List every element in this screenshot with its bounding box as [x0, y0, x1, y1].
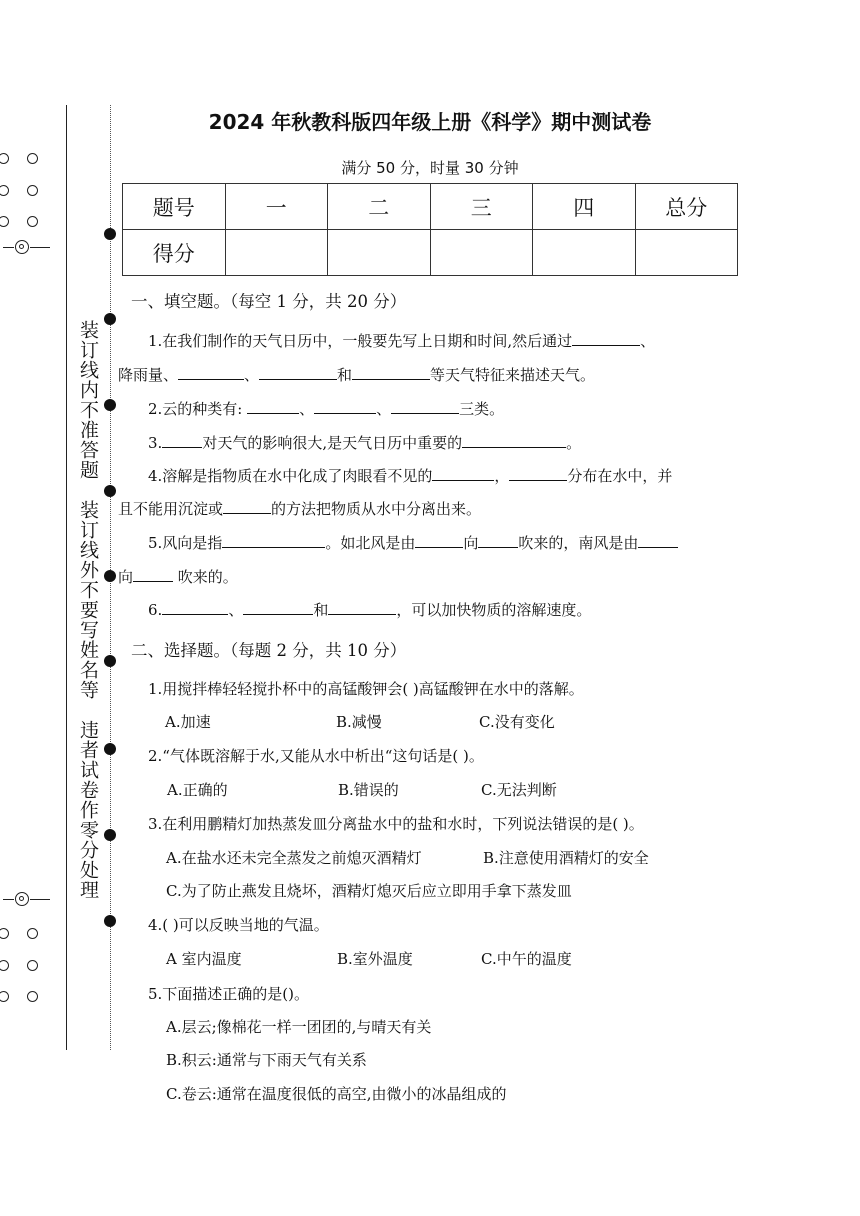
binding-dot — [104, 485, 116, 497]
fill-question-5-cont: 向 吹来的。 — [118, 568, 238, 586]
fill-question-4: 4.溶解是指物质在水中化成了肉眼看不见的 ， 分布在水中，并 — [148, 467, 673, 485]
choice-option[interactable]: A.在盐水还未完全蒸发之前熄灭酒精灯 — [166, 849, 422, 867]
binding-dot — [104, 228, 116, 240]
answer-blank[interactable] — [247, 399, 299, 414]
ring-mark — [27, 960, 38, 971]
binding-dot — [104, 399, 116, 411]
binding-notice-1: 装订线内不准答题 — [77, 320, 99, 480]
score-table-cell: 二 — [328, 184, 431, 230]
fill-question-6: 6. 、 和 ，可以加快物质的溶解速度。 — [148, 601, 592, 619]
binding-dot — [104, 570, 116, 582]
choice-option[interactable]: B.减慢 — [336, 713, 382, 731]
answer-blank[interactable] — [572, 331, 640, 346]
binding-notice-2: 装订线外不要写姓名等 — [77, 500, 99, 700]
choice-question-4: 4.( )可以反映当地的气温。 — [148, 916, 329, 934]
binding-dot — [104, 829, 116, 841]
answer-blank[interactable] — [415, 533, 463, 548]
choice-option[interactable]: C.无法判断 — [481, 781, 557, 799]
answer-blank[interactable] — [328, 600, 396, 615]
score-input-cell[interactable] — [533, 230, 636, 276]
answer-blank[interactable] — [509, 466, 567, 481]
choice-option[interactable]: C.没有变化 — [479, 713, 555, 731]
choice-option[interactable]: A.层云;像棉花一样一团团的,与晴天有关 — [166, 1018, 432, 1036]
answer-blank[interactable] — [133, 567, 173, 582]
score-table-cell: 四 — [533, 184, 636, 230]
binding-dot — [104, 313, 116, 325]
choice-option[interactable]: B.室外温度 — [337, 950, 413, 968]
answer-blank[interactable] — [243, 600, 313, 615]
score-table-header-row — [123, 184, 738, 230]
ring-mark — [27, 153, 38, 164]
score-input-cell[interactable] — [430, 230, 533, 276]
answer-blank[interactable] — [478, 533, 518, 548]
page-subtitle: 满分 50 分，时量 30 分钟 — [341, 159, 519, 177]
ring-mark — [0, 185, 9, 196]
fill-question-1: 1.在我们制作的天气日历中，一般要先写上日期和时间,然后通过 、 — [148, 332, 656, 350]
binding-dot — [104, 655, 116, 667]
choice-option[interactable]: A.正确的 — [167, 781, 228, 799]
ring-mark — [27, 185, 38, 196]
choice-option[interactable]: C.为了防止燕发且烧坏，酒精灯熄灭后应立即用手拿下蒸发皿 — [166, 882, 572, 900]
binding-separator-top — [0, 240, 56, 256]
ring-mark — [0, 928, 9, 939]
ring-mark — [0, 216, 9, 227]
choice-question-3: 3.在利用鹏精灯加热蒸发皿分离盐水中的盐和水时，下列说法错误的是( )。 — [148, 815, 644, 833]
fill-question-5: 5.风向是指 。如北风是由 向 吹来的，南风是由 — [148, 532, 678, 553]
answer-blank[interactable] — [162, 433, 202, 448]
score-table-cell: 三 — [430, 184, 533, 230]
answer-blank[interactable] — [391, 399, 459, 414]
choice-question-2: 2.“气体既溶解于水,又能从水中析出“这句话是( )。 — [148, 747, 484, 765]
fill-question-1-cont: 降雨量、 、 和 等天气特征来描述天气。 — [118, 366, 596, 384]
score-table-cell: 总分 — [635, 184, 738, 230]
score-table-score-row — [123, 230, 738, 276]
fill-question-4-cont: 且不能用沉淀或 的方法把物质从水中分离出来。 — [118, 500, 482, 518]
score-input-cell[interactable] — [328, 230, 431, 276]
binding-dot — [104, 743, 116, 755]
page-title: 2024 年秋教科版四年级上册《科学》期中测试卷 — [208, 110, 652, 134]
choice-option[interactable]: C.中午的温度 — [481, 950, 572, 968]
answer-blank[interactable] — [259, 365, 337, 380]
binding-notice-3: 违者试卷作零分处理 — [77, 720, 99, 900]
score-table-cell: 得分 — [123, 230, 226, 276]
fill-question-2: 2.云的种类有: 、 、 三类。 — [148, 400, 505, 418]
choice-option[interactable]: A 室内温度 — [166, 950, 242, 968]
fill-question-3: 3. 对天气的影响很大,是天气日历中重要的 。 — [148, 434, 582, 452]
choice-option[interactable]: B.错误的 — [338, 781, 399, 799]
binding-line — [66, 105, 67, 1050]
ring-mark — [27, 928, 38, 939]
ring-mark — [27, 991, 38, 1002]
score-input-cell[interactable] — [225, 230, 328, 276]
binding-separator-bottom — [0, 892, 56, 908]
answer-blank[interactable] — [638, 533, 678, 548]
binding-notice — [76, 320, 100, 900]
ring-mark — [0, 153, 9, 164]
binding-dot — [104, 915, 116, 927]
choice-option[interactable]: C.卷云:通常在温度很低的高空,由微小的冰晶组成的 — [166, 1085, 507, 1103]
score-table-cell: 题号 — [123, 184, 226, 230]
choice-question-1: 1.用搅拌棒轻轻搅扑杯中的高锰酸钾会( )高锰酸钾在水中的落解。 — [148, 680, 584, 698]
ring-mark — [27, 216, 38, 227]
choice-option[interactable]: B.注意使用酒精灯的安全 — [483, 849, 649, 867]
answer-blank[interactable] — [222, 533, 325, 548]
answer-blank[interactable] — [462, 433, 566, 448]
score-input-cell[interactable] — [635, 230, 738, 276]
ring-mark — [0, 960, 9, 971]
choice-option[interactable]: A.加速 — [165, 713, 211, 731]
answer-blank[interactable] — [162, 600, 228, 615]
answer-blank[interactable] — [432, 466, 494, 481]
section-1-heading: 一、填空题。（每空 1 分，共 20 分） — [131, 292, 407, 311]
answer-blank[interactable] — [352, 365, 430, 380]
ring-mark — [0, 991, 9, 1002]
choice-option[interactable]: B.积云:通常与下雨天气有关系 — [166, 1051, 367, 1069]
answer-blank[interactable] — [314, 399, 376, 414]
choice-question-5: 5.下面描述正确的是()。 — [148, 985, 310, 1003]
answer-blank[interactable] — [223, 499, 271, 514]
score-table — [122, 183, 738, 276]
answer-blank[interactable] — [178, 365, 244, 380]
score-table-cell: 一 — [225, 184, 328, 230]
section-2-heading: 二、选择题。（每题 2 分，共 10 分） — [131, 641, 407, 660]
